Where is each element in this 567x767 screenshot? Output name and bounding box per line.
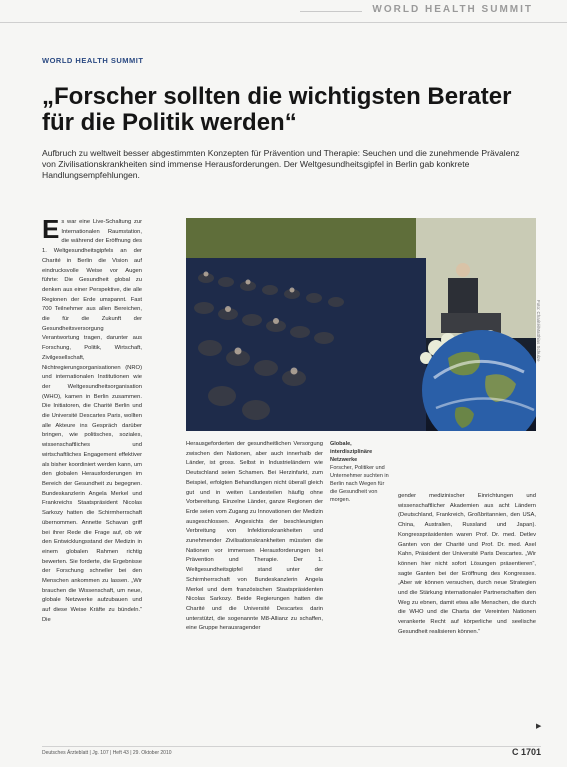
photo-credit: Foto: Charité/Matthias Schulze bbox=[536, 300, 541, 362]
page-number: C 1701 bbox=[511, 747, 541, 757]
journal-source-line: Deutsches Ärzteblatt | Jg. 107 | Heft 43 | 29. Oktober 2010 bbox=[42, 750, 172, 756]
article-column-2: Herausgeforderten der gesundheitlichen Versorgung zwischen den Nationen, aber auch innerhalb der Länder, ist gross. Selbst in Industrieländern wie Deutschland seien Schamen. Bei Herzinfarkt, zum Beispiel, erfolgten Behandlungen nicht überall gleich gut und in weiten Landesteilen häufig ohne Vorbereitung. Einzelne Länder, ganze Regionen der Erde seien vom Zugang zu Innovationen der Medizin ausgeschlossen. Angesichts der beschleunigten Verbreitung von Infektionskrankheiten und zunehmender Zivilisationskrankheiten müssten die Nationen vor immensen Herausforderungen bei Prävention und Therapie. Der 1. Weltgesundheitsgipfel stand unter der Schirmherrschaft von Bundeskanzlerin Angela Merkel und dem französischen Staatspräsidenten Nicolas Sarkozy. Beide Regierungen hatten die Charité und die Université Descartes darin unterstützt, die sogenannte M8-Allianz zu schaffen, eine Gruppe herausragender bbox=[186, 441, 323, 632]
drop-cap: E bbox=[42, 218, 60, 244]
section-label: WORLD HEALTH SUMMIT bbox=[372, 4, 533, 15]
page-footer bbox=[42, 746, 541, 759]
column-1-text: s war eine Live-Schaltung zur Internationalen Raumstation, die während der Eröffnung des 1. Weltgesundheitsgipfels an der Charité in Berlin die Vision auf eindrucksvolle Weise vor Augen führte: Die Gesundheit global zu denken aus einer Perspektive, die alle Regionen der Erde umspannt. Fast 700 Teilnehmer aus allen Bereichen, die für die Zukunft der Gesundheitsversorgung Verantwortung tragen, darunter aus Forschung, Politik, Wirtschaft, Zivilgesellschaft, Nichtregierungsorganisationen (NRO) und internationalen Institutionen wie der Weltgesundheitsorganisation (WHO), kamen in Berlin zusammen. Die Initiatoren, die Charité Berlin und die Université Descartes Paris, wollten alle Akteure ins Gespräch darüber bringen, wie politisches, soziales, wissenschaftliches und wirtschaftliches Engagement effektiver als bisher koordiniert werden kann, um den globalen Herausforderungen im Bereich der Gesundheit zu begegnen. Bundeskanzlerin Angela Merkel und Frankreichs Staatspräsident Nicolas Sarkozy hatten die Schirmherrschaft übernommen. Annette Schavan griff bei ihrer Rede die Frage auf, ob wir den Entwicklungsstand der Medizin in einem globalen Rahmen richtig bewerten. Sie forderte, die Ergebnisse der Forschung schneller bei den Menschen ankommen zu lassen. „Wir brauchen die Wissenschaft, um neue, globale Netzwerke aufzubauen und auf diese Weise Kräfte zu bündeln.“ Die bbox=[42, 219, 142, 623]
conference-photo bbox=[186, 218, 536, 431]
caption-text: Forscher, Politiker und Unternehmer suchten in Berlin nach Wegen für die Gesundheit von morgen. bbox=[330, 465, 389, 503]
article-headline: „Forscher sollten die wichtigsten Berater für die Politik werden“ bbox=[42, 83, 512, 136]
article-column-3: gender medizinischer Einrichtungen und wissenschaftlicher Akademien aus acht Ländern (Deutschland, Frankreich, Großbritannien, den USA, China, Australien, Russland und Japan). Kongresspräsidenten waren Prof. Dr. med. Detlev Ganten von der Charité und Prof. Dr. med. Axel Kahn, Präsident der Université Paris Descartes. „Wir können hier nicht sofort Lösungen präsentieren“, sagte Ganten bei der Eröffnung des Kongresses. „Aber wir können versuchen, durch neue Strategien und die Stärkung internationaler Partnerschaften den Weg zu ebnen, damit etwa alle Menschen, die durch die WHO und die Charta der Vereinten Nationen verankerte Recht auf körperliche und seelische Gesundheit realisieren können.“ bbox=[398, 493, 536, 635]
audience-seating bbox=[186, 258, 426, 431]
caption-title: Globale, interdisziplinäre Netzwerke bbox=[330, 441, 373, 463]
conference-hall-illustration bbox=[186, 218, 536, 431]
continue-arrow-icon: ▶ bbox=[536, 723, 542, 730]
section-header-bar bbox=[0, 0, 567, 23]
article-column-1 bbox=[42, 218, 142, 728]
article-deck: Aufbruch zu weltweit besser abgestimmten Konzepten für Prävention und Therapie: Seuchen und die zunehmende Prävalenz von Zivilisationskrankheiten sind immense Herausforderungen. Der Weltgesundheitsgipfel in Berlin gab konkrete Handlungsempfehlungen. bbox=[42, 148, 520, 180]
header-rule bbox=[300, 11, 362, 12]
article-kicker: WORLD HEALTH SUMMIT bbox=[42, 56, 144, 65]
photo-caption bbox=[330, 440, 392, 504]
